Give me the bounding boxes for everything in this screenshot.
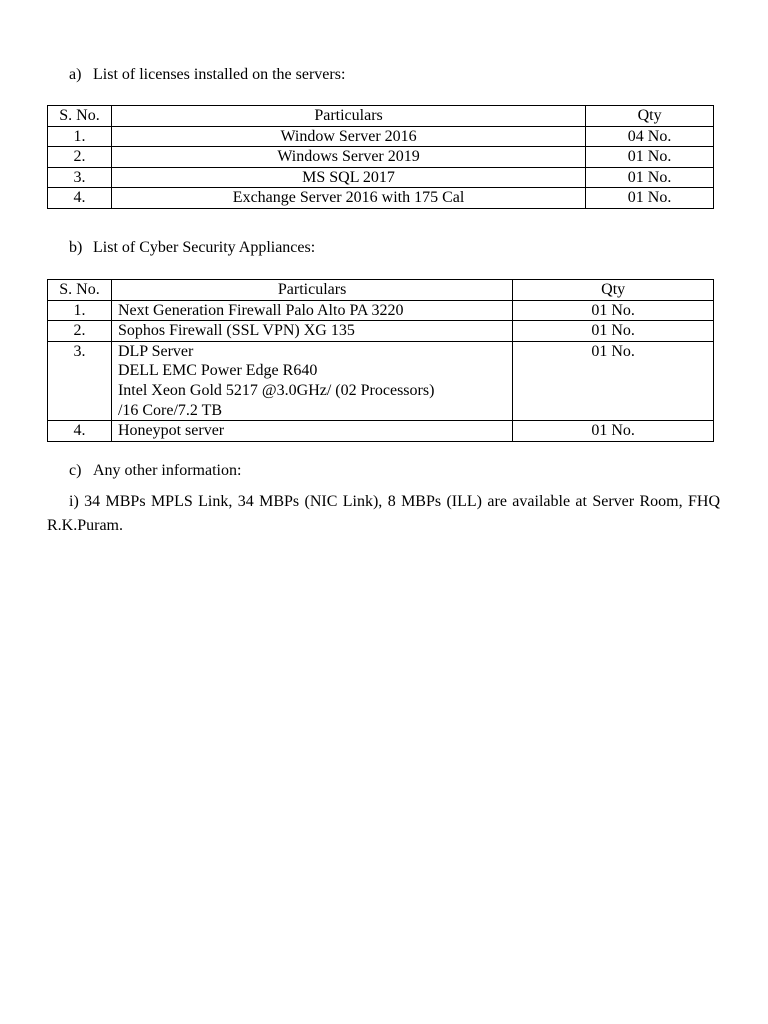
cell-sno: 1. [48,300,112,321]
header-particulars: Particulars [111,280,512,301]
table-row [48,341,714,420]
section-a-title: List of licenses installed on the servers: [93,66,346,83]
particulars-line: /16 Core/7.2 TB [117,401,223,419]
particulars-line: Intel Xeon Gold 5217 @3.0GHz/ (02 Processors) [117,381,435,399]
header-qty: Qty [586,106,714,127]
cell-qty: 01 No. [513,421,714,442]
table-row [48,188,714,209]
section-b-heading [69,238,315,258]
cell-particulars [111,341,512,420]
table-header-row [48,280,714,301]
table-header-row [48,106,714,127]
section-c-marker: c) [69,462,82,479]
cell-particulars: Next Generation Firewall Palo Alto PA 3220 [111,300,512,321]
cell-particulars: Windows Server 2019 [111,147,585,168]
cell-qty: 01 No. [586,167,714,188]
cell-sno: 4. [48,421,112,442]
table-row [48,421,714,442]
cell-qty: 01 No. [586,188,714,209]
section-a-marker: a) [69,66,82,83]
cell-sno: 3. [48,167,112,188]
particulars-line: DLP Server [117,342,194,360]
table-row [48,167,714,188]
cell-particulars: Honeypot server [111,421,512,442]
cell-particulars: Exchange Server 2016 with 175 Cal [111,188,585,209]
cell-particulars: MS SQL 2017 [111,167,585,188]
cell-particulars: Sophos Firewall (SSL VPN) XG 135 [111,321,512,342]
header-sno: S. No. [48,280,112,301]
cell-sno: 2. [48,147,112,168]
cell-qty: 01 No. [586,147,714,168]
cell-sno: 3. [48,341,112,420]
table-row [48,300,714,321]
cell-qty: 01 No. [513,321,714,342]
cell-particulars: Window Server 2016 [111,126,585,147]
cell-sno: 1. [48,126,112,147]
cell-qty: 01 No. [513,341,714,420]
header-particulars: Particulars [111,106,585,127]
section-c-title: Any other information: [93,462,242,479]
header-sno: S. No. [48,106,112,127]
appliances-table [47,279,714,442]
section-c-heading [69,461,241,481]
table-row [48,147,714,168]
cell-qty: 01 No. [513,300,714,321]
cell-sno: 4. [48,188,112,209]
section-b-title: List of Cyber Security Appliances: [93,239,316,256]
cell-qty: 04 No. [586,126,714,147]
particulars-line: DELL EMC Power Edge R640 [117,362,318,380]
other-info-paragraph: i) 34 MBPs MPLS Link, 34 MBPs (NIC Link), 8 MBPs (ILL) are available at Server Room, FHQ R.K.Puram. [47,493,720,534]
table-row [48,126,714,147]
licenses-table [47,105,714,209]
section-a-heading [69,65,345,85]
header-qty: Qty [513,280,714,301]
table-row [48,321,714,342]
section-b-marker: b) [69,239,83,256]
cell-sno: 2. [48,321,112,342]
